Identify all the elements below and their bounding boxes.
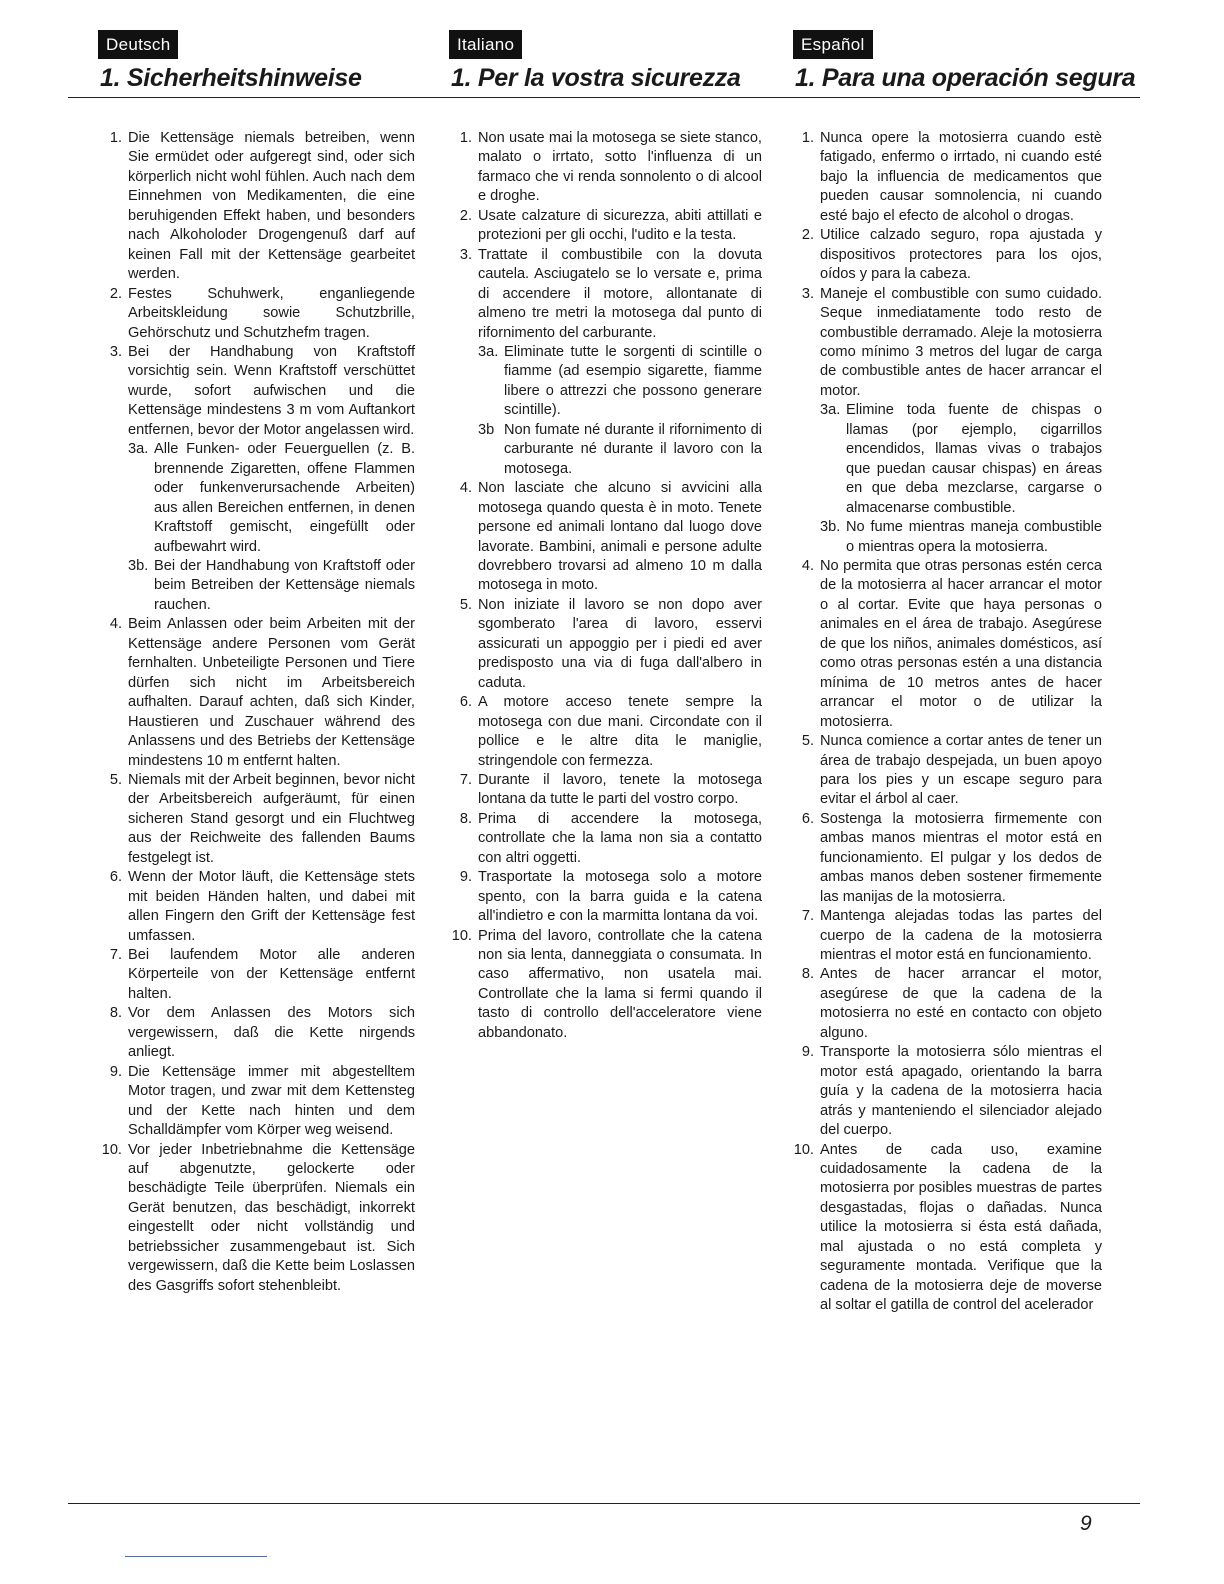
item-number: 5. — [109, 771, 122, 788]
item-number: 4. — [801, 557, 814, 574]
list-item — [448, 693, 762, 771]
safety-list-italiano — [448, 129, 762, 1043]
list-item — [448, 771, 762, 810]
sub-item-number: 3b — [478, 421, 495, 438]
item-text: Nunca opere la motosierra cuando estè fatigado, enfermo o irrtado, ni cuando esté bajo la influencia de medicamentos que pueden causar somnolencia, ni cuando esté bajo el efecto de alcohol o drogas. — [820, 130, 1102, 224]
item-text: Non lasciate che alcuno si avvicini alla motosega quando questa è in moto. Tenete persone ed animali lontano dal luogo dove lavorate. Bambini, animali e persone adulte dovrebbero trovarsi ad almeno 10 m dalla motosega in moto. — [478, 480, 762, 594]
item-number: 7. — [801, 908, 814, 925]
item-number: 10. — [101, 1141, 122, 1158]
section-heading: 1. Per la vostra sicurezza — [451, 64, 741, 92]
list-item — [448, 129, 762, 207]
sub-item — [128, 440, 415, 557]
sub-item — [478, 343, 762, 421]
blue-mark-line — [125, 1556, 267, 1557]
list-item — [98, 285, 415, 343]
item-text: Die Kettensäge niemals betreiben, wenn Sie ermüdet oder aufgeregt sind, oder sich körperlich nicht wohl fühlen. Auch nach dem Einnehmen von Medikamenten, die eine beruhigenden Effekt haben, und besonders nach Alkoholoder Drogengenuß darf auf keinen Fall mit der Kettensäge gearbeitet werden. — [128, 130, 415, 283]
item-number: 5. — [801, 733, 814, 750]
item-number: 4. — [109, 616, 122, 633]
item-number: 3. — [109, 343, 122, 360]
item-number: 2. — [459, 207, 472, 224]
item-number: 3. — [801, 285, 814, 302]
item-text: A motore acceso tenete sempre la motosega con due mani. Circondate con il pollice e le altre dita le maniglie, stringendole con fermezza. — [478, 694, 762, 769]
item-number: 8. — [109, 1005, 122, 1022]
sub-item-number: 3b. — [128, 557, 149, 574]
item-text: Maneje el combustible con sumo cuidado. Seque inmediatamente todo resto de combustible derramado. Aleje la motosierra como mínimo 3 metros del lugar de carga de combustible antes de hacer arrancar el motor. — [820, 285, 1102, 399]
item-number: 10. — [451, 927, 472, 944]
list-item — [448, 207, 762, 246]
item-text: Beim Anlassen oder beim Arbeiten mit der Kettensäge andere Personen vom Gerät fernhalten. Unbeteiligte Personen und Tiere dürfen sich nicht im Arbeitsbereich aufhalten. Darauf achten, daß sich Kinder, Haustieren und Zuschauer während des Anlassens und des Betriebs der Kettensäge mindestens 10 m entfernt halten. — [128, 616, 415, 769]
header-divider — [68, 97, 1140, 98]
item-number: 8. — [459, 810, 472, 827]
list-item — [98, 1004, 415, 1062]
section-heading: 1. Sicherheitshinweise — [100, 64, 362, 92]
language-label: Deutsch — [98, 30, 178, 59]
item-number: 3. — [459, 246, 472, 263]
item-number: 6. — [459, 694, 472, 711]
section-heading: 1. Para una operación segura — [795, 64, 1136, 92]
item-text: Non usate mai la motosega se siete stanco, malato o irrtato, sotto l'influenza di un farmaco che vi renda sonnolento o di alcool e droghe. — [478, 130, 762, 205]
item-number: 7. — [109, 947, 122, 964]
list-item — [790, 1141, 1102, 1316]
item-text: Durante il lavoro, tenete la motosega lontana da tutte le parti del vostro corpo. — [478, 771, 762, 808]
item-text: Antes de cada uso, examine cuidadosamente la cadena de la motosierra por posibles muestras de partes desgastadas, flojas o dañadas. Nunca utilice la motosierra si ésta está dañada, mal ajustada o no está completa y seguramente montada. Verifique que la cadena de la motosierra deje de moverse al soltar el gatilla de control del acelerador — [820, 1141, 1102, 1314]
sub-item-number: 3a. — [820, 402, 841, 419]
footer-divider — [68, 1503, 1140, 1504]
item-text: Sostenga la motosierra firmemente con ambas manos mientras el motor está en funcionamiento. El pulgar y los dedos de ambas manos deben sostener firmemente las manijas de la motosierra. — [820, 810, 1102, 905]
item-number: 1. — [459, 130, 472, 146]
page-number: 9 — [1080, 1512, 1092, 1535]
item-text: Niemals mit der Arbeit beginnen, bevor nicht der Arbeitsbereich aufgeräumt, für einen sicheren Stand gesorgt und ein Fluchtweg aus der Reichweite des fallenden Baums festgelegt ist. — [128, 771, 415, 866]
item-text: Usate calzature di sicurezza, abiti attillati e protezioni per gli occhi, l'udito e la testa. — [478, 207, 762, 244]
item-number: 6. — [801, 810, 814, 827]
safety-list-deutsch — [98, 129, 415, 1296]
list-item — [448, 246, 762, 479]
item-number: 9. — [459, 869, 472, 886]
item-text: Vor dem Anlassen des Motors sich vergewissern, daß die Kette nirgends anliegt. — [128, 1005, 415, 1061]
item-text: No permita que otras personas estén cerca de la motosierra al hacer arrancar el motor o al cortar. Evite que haya personas o animales en el área de trabajo. Asegúrese de que los niños, animales domésticos, así como otras personas estén a una distancia mínima de 10 metros antes de hacer arrancar el motor o de utilizar la motosierra. — [820, 557, 1102, 730]
column-header-deutsch — [98, 30, 443, 93]
list-item — [98, 1063, 415, 1141]
sub-item — [478, 421, 762, 479]
list-item — [98, 615, 415, 771]
item-number: 9. — [109, 1063, 122, 1080]
item-text: Prima del lavoro, controllate che la catena non sia lenta, danneggiata o consumata. In caso affermativo, non usatela mai. Controllate che la lama si fermi quando il tasto di controllo dell'acceleratore viene abbandonato. — [478, 927, 762, 1041]
list-item — [790, 732, 1102, 810]
item-text: Bei der Handhabung von Kraftstoff vorsichtig sein. Wenn Kraftstoff verschüttet wurde, sofort aufwischen und die Kettensäge mindestens 3 m vom Auftankort entfernen, bevor der Motor angelassen wird. — [128, 343, 415, 438]
item-text: Antes de hacer arrancar el motor, asegúrese de que la cadena de la motosierra no esté en contacto con objeto alguno. — [820, 966, 1102, 1041]
list-item — [98, 946, 415, 1004]
item-number: 2. — [109, 285, 122, 302]
item-number: 6. — [109, 869, 122, 886]
item-text: Non iniziate il lavoro se non dopo aver sgomberato l'area di lavoro, esservi assicurati un appoggio per i piedi ed aver predisposto una via di fuga dall'albero in caduta. — [478, 596, 762, 691]
list-item — [448, 927, 762, 1044]
sub-item — [820, 518, 1102, 557]
sub-item-number: 3b. — [820, 519, 841, 536]
safety-list-espanol — [790, 129, 1102, 1316]
item-text: Bei laufendem Motor alle anderen Körperteile von der Kettensäge entfernt halten. — [128, 947, 415, 1002]
language-label: Italiano — [449, 30, 522, 59]
list-item — [790, 557, 1102, 732]
item-number: 2. — [801, 227, 814, 244]
item-text: Utilice calzado seguro, ropa ajustada y dispositivos protectores para los ojos, oídos y para la cabeza. — [820, 227, 1102, 283]
item-text: Prima di accendere la motosega, controllate che la lama non sia a contatto con altri oggetti. — [478, 810, 762, 866]
sub-item-number: 3a. — [478, 343, 499, 360]
item-text: Nunca comience a cortar antes de tener un área de trabajo despejada, un buen apoyo para los pies y un escape seguro para evitar el árbol al caer. — [820, 733, 1102, 808]
sub-item — [820, 401, 1102, 518]
item-number: 5. — [459, 596, 472, 613]
list-item — [448, 596, 762, 693]
item-number: 9. — [801, 1044, 814, 1061]
item-text: Trasportate la motosega solo a motore spento, con la barra guida e la catena all'indietro e con la marmitta lontana da voi. — [478, 869, 762, 925]
list-item — [98, 771, 415, 868]
sub-item-text: Non fumate né durante il rifornimento di carburante né durante il lavoro con la motosega. — [504, 421, 762, 477]
sub-item — [128, 557, 415, 615]
item-text: Transporte la motosierra sólo mientras el motor está apagado, orientando la barra guía y la cadena de la motosierra hacia atrás y manteniendo el silenciador alejado del cuerpo. — [820, 1044, 1102, 1139]
item-number: 1. — [801, 130, 814, 146]
sub-item-text: No fume mientras maneja combustible o mientras opera la motosierra. — [846, 519, 1102, 555]
sub-item-text: Bei der Handhabung von Kraftstoff oder beim Betreiben der Kettensäge niemals rauchen. — [154, 557, 415, 613]
list-item — [790, 285, 1102, 557]
list-item — [790, 129, 1102, 226]
list-item — [790, 965, 1102, 1043]
sub-item-text: Eliminate tutte le sorgenti di scintille o fiamme (ad esempio sigarette, fiamme libere o attrezzi che possono generare scintille). — [504, 343, 762, 419]
list-item — [790, 907, 1102, 965]
list-item — [98, 129, 415, 285]
sub-item-text: Alle Funken- oder Feuerguellen (z. B. brennende Zigaretten, offene Flammen oder funkenverursachende Arbeiten) aus allen Bereichen entfernen, in denen Kraftstoff gemischt, eingefüllt oder aufbewahrt wird. — [154, 441, 415, 555]
column-header-italiano — [449, 30, 794, 93]
item-text: Vor jeder Inbetriebnahme die Kettensäge auf abgenutzte, gelockerte oder beschädigte Teile überprüfen. Niemals ein Gerät benutzen, das beschädigt, inkorrekt eingestellt oder nicht vollständig und betriebssicher zusammengebaut ist. Sich vergewissern, daß die Kette beim Loslassen des Gasgriffs sofort stehenbleibt. — [128, 1141, 415, 1294]
item-number: 10. — [793, 1141, 814, 1158]
item-text: Wenn der Motor läuft, die Kettensäge stets mit beiden Händen halten, und dabei mit allen Fingern den Grift der Kettensäge fest umfassen. — [128, 869, 415, 944]
item-number: 8. — [801, 966, 814, 983]
item-text: Trattate il combustibile con la dovuta cautela. Asciugatelo se lo versate e, prima di accendere il motore, allontanate di almeno tre metri la motosega dal punto di rifornimento del carburante. — [478, 246, 762, 341]
language-label: Español — [793, 30, 873, 59]
sub-item-number: 3a. — [128, 441, 149, 458]
item-text: Festes Schuhwerk, enganliegende Arbeitskleidung sowie Schutzbrille, Gehörschutz und Schutzhefm tragen. — [128, 285, 415, 341]
column-header-espanol — [793, 30, 1138, 93]
list-item — [98, 343, 415, 615]
item-number: 7. — [459, 771, 472, 788]
list-item — [448, 868, 762, 926]
item-number: 1. — [109, 130, 122, 146]
sub-item-text: Elimine toda fuente de chispas o llamas (por ejemplo, cigarrillos encendidos, llamas vivas o trabajos que puedan causar chispas) en áreas en que deba mezclarse, cargarse o almacenarse combustible. — [846, 402, 1102, 516]
list-item — [98, 1141, 415, 1297]
list-item — [448, 810, 762, 868]
item-text: Die Kettensäge immer mit abgestelltem Motor tragen, und zwar mit dem Kettensteg und der Kette nach hinten und dem Schalldämpfer vom Körper weg weisend. — [128, 1063, 415, 1139]
list-item — [790, 810, 1102, 907]
item-number: 4. — [459, 480, 472, 497]
list-item — [448, 479, 762, 596]
list-item — [98, 868, 415, 946]
item-text: Mantenga alejadas todas las partes del cuerpo de la cadena de la motosierra mientras el motor está en funcionamiento. — [820, 908, 1102, 964]
list-item — [790, 226, 1102, 284]
list-item — [790, 1043, 1102, 1140]
